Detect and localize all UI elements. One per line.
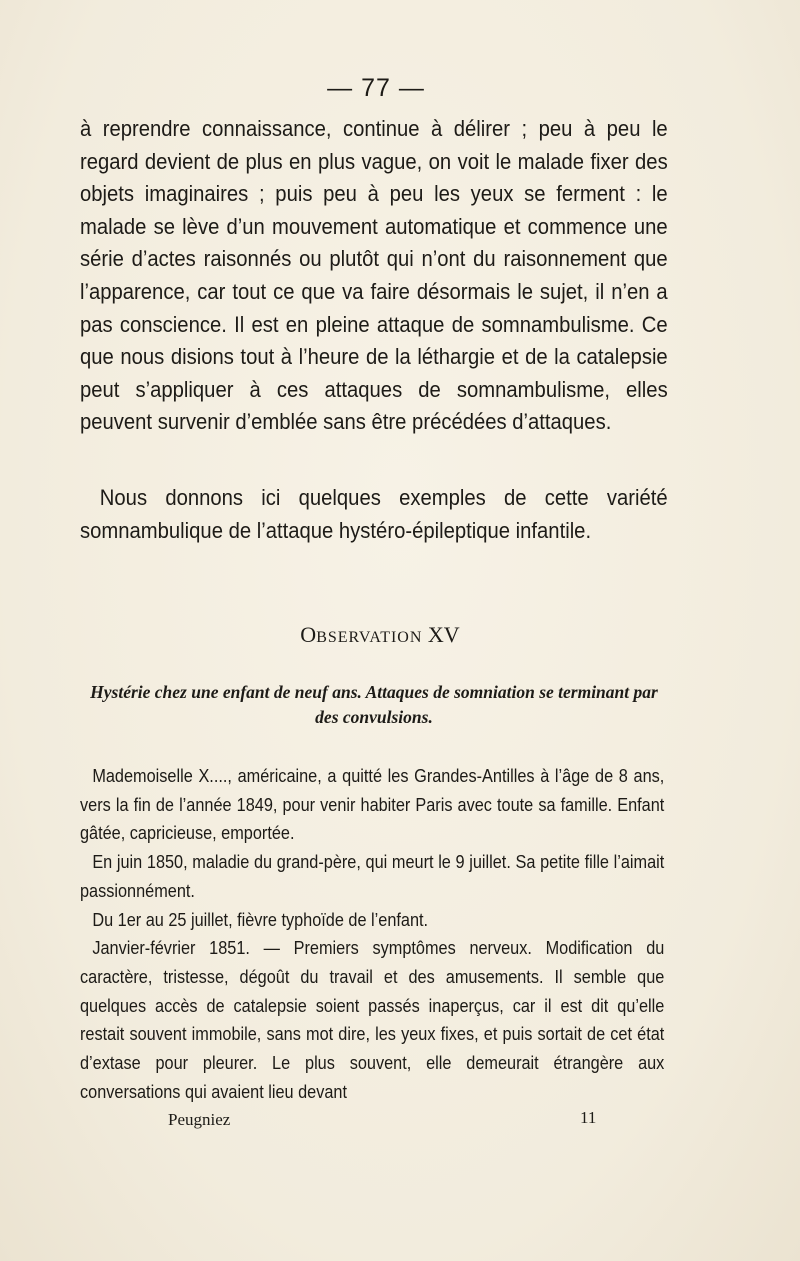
observation-heading-initial: O (300, 622, 317, 647)
observation-subtitle: Hystérie chez une enfant de neuf ans. Attaques de somniation se terminant par des convulsions. (90, 682, 658, 727)
paragraph-continuation: à reprendre connaissance, continue à délirer ; peu à peu le regard devient de plus en plus vague, on voit le malade fixer des objets imaginaires ; puis peu à peu les yeux se ferment : le malade se lève d’un mouvement automatique et commence une série d’actes raisonnés ou plutôt qui n’ont du raisonnement que l’apparence, car tout ce que va faire désormais le sujet, il n’en a pas conscience. Il est en pleine attaque de somnambulisme. Ce que nous disions tout à l’heure de la léthargie et de la catalepsie peut s’appliquer à ces attaques de somnambulisme, elles peuvent survenir d’emblée sans être précédées d’attaques. (80, 116, 668, 435)
case-paragraph: Mademoiselle X...., américaine, a quitté les Grandes-Antilles à l’âge de 8 ans, vers la fin de l’année 1849, pour venir habiter Paris avec toute sa famille. Enfant gâtée, capricieuse, emportée. (80, 765, 665, 844)
case-paragraph: En juin 1850, maladie du grand-père, qui meurt le 9 juillet. Sa petite fille l’aimait passionnément. (80, 851, 665, 901)
observation-heading (0, 622, 760, 648)
case-paragraph: Du 1er au 25 juillet, fièvre typhoïde de l’enfant. (92, 908, 429, 930)
page-number: — 77 — (327, 74, 425, 102)
main-text-block (80, 113, 668, 439)
footer-signature: 11 (580, 1108, 597, 1127)
observation-heading-word: BSERVATION (316, 629, 423, 646)
observation-numeral: XV (427, 622, 460, 647)
case-paragraph: Janvier-février 1851. — Premiers symptômes nerveux. Modification du caractère, tristesse, dégoût du travail et des amusements. Il semble que quelques accès de catalepsie soient passés inaperçus, car il est dit qu’elle restait souvent immobile, sans mot dire, les yeux fixes, et puis sortait de cet état d’extase pour pleurer. Le plus souvent, elle demeurait étrangère aux conversations qui avaient lieu devant (80, 937, 665, 1102)
case-description (80, 762, 664, 1106)
main-text-block-2 (80, 482, 668, 547)
footer-author: Peugniez (168, 1110, 231, 1129)
paragraph-intro-examples: Nous donnons ici quelques exemples de cette variété somnambulique de l’attaque hystéro-épileptique infantile. (80, 485, 668, 543)
